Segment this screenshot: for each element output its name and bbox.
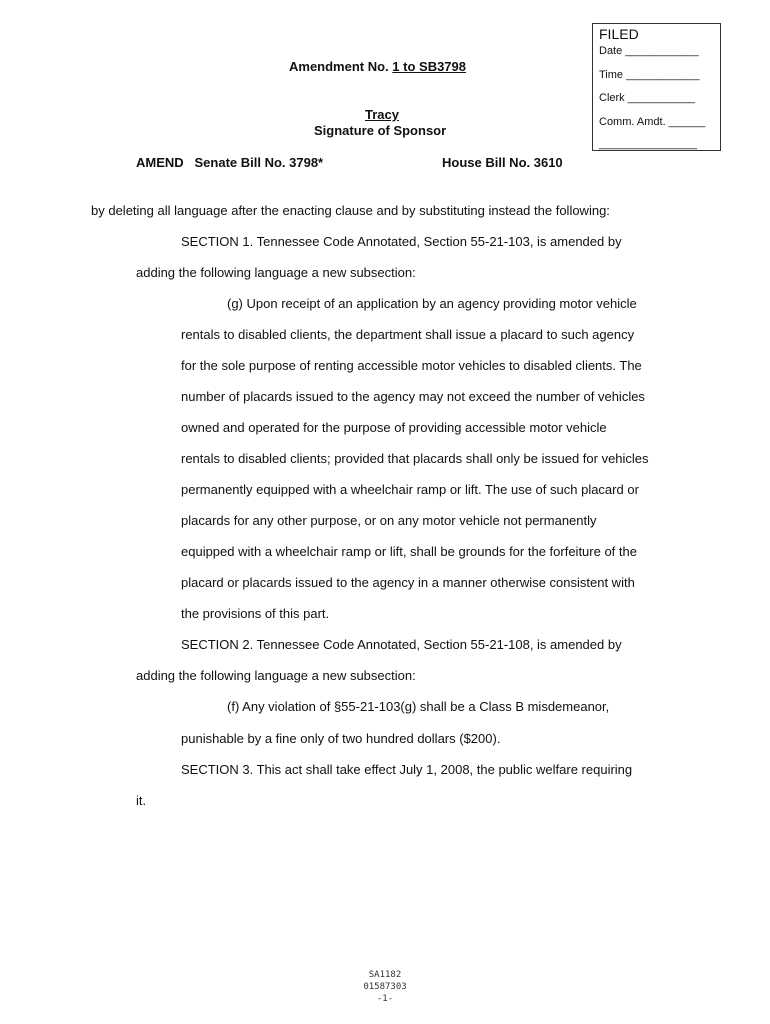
body-line: for the sole purpose of renting accessible motor vehicles to disabled clients. The	[181, 358, 642, 373]
body-line: equipped with a wheelchair ramp or lift, shall be grounds for the forfeiture of the	[181, 544, 637, 559]
filed-comm-amdt-line: Comm. Amdt. ______	[599, 116, 706, 128]
body-line: adding the following language a new subsection:	[136, 265, 416, 280]
body-line: SECTION 3. This act shall take effect July 1, 2008, the public welfare requiring	[181, 762, 633, 777]
body-line: placards for any other purpose, or on any motor vehicle not permanently	[181, 513, 597, 528]
amendment-number	[289, 59, 466, 74]
amendment-prefix: Amendment No.	[289, 59, 393, 74]
house-bill-line: House Bill No. 3610	[442, 155, 563, 170]
body-line: rentals to disabled clients, the department shall issue a placard to such agency	[181, 327, 635, 342]
sponsor-signature-label: Signature of Sponsor	[314, 123, 447, 138]
body-line: SECTION 2. Tennessee Code Annotated, Section 55-21-108, is amended by	[181, 637, 622, 652]
body-line: punishable by a fine only of two hundred dollars ($200).	[181, 731, 501, 746]
page-number: -1-	[376, 994, 394, 1004]
filed-stamp-box	[592, 23, 721, 151]
body-line: (g) Upon receipt of an application by an agency providing motor vehicle	[227, 296, 637, 311]
body-line: the provisions of this part.	[181, 606, 330, 621]
filed-time-line: Time ____________	[599, 69, 700, 81]
body-line: number of placards issued to the agency may not exceed the number of vehicles	[181, 389, 645, 404]
senate-bill-line: AMEND Senate Bill No. 3798*	[136, 155, 324, 170]
document-footer	[0, 969, 770, 1005]
amendment-reference: 1 to SB3798	[392, 59, 466, 74]
filed-date-line: Date ____________	[599, 45, 699, 57]
body-line: by deleting all language after the enacting clause and by substituting instead the following:	[91, 203, 610, 218]
footer-code: SA1182	[368, 970, 402, 980]
body-line: (f) Any violation of §55-21-103(g) shall be a Class B misdemeanor,	[227, 699, 610, 714]
body-line: SECTION 1. Tennessee Code Annotated, Section 55-21-103, is amended by	[181, 234, 622, 249]
body-line: placard or placards issued to the agency in a manner otherwise consistent with	[181, 575, 635, 590]
body-line: owned and operated for the purpose of providing accessible motor vehicle	[181, 420, 607, 435]
body-line: permanently equipped with a wheelchair ramp or lift. The use of such placard or	[181, 482, 639, 497]
body-line: rentals to disabled clients; provided that placards shall only be issued for vehicles	[181, 451, 649, 466]
body-line: it.	[136, 793, 147, 808]
footer-number: 01587303	[363, 982, 407, 992]
filed-signature-line: ________________	[599, 138, 697, 150]
body-line: adding the following language a new subsection:	[136, 668, 416, 683]
filed-clerk-line: Clerk ___________	[599, 92, 696, 104]
filed-title: FILED	[599, 26, 639, 42]
sponsor-name: Tracy	[365, 107, 399, 122]
